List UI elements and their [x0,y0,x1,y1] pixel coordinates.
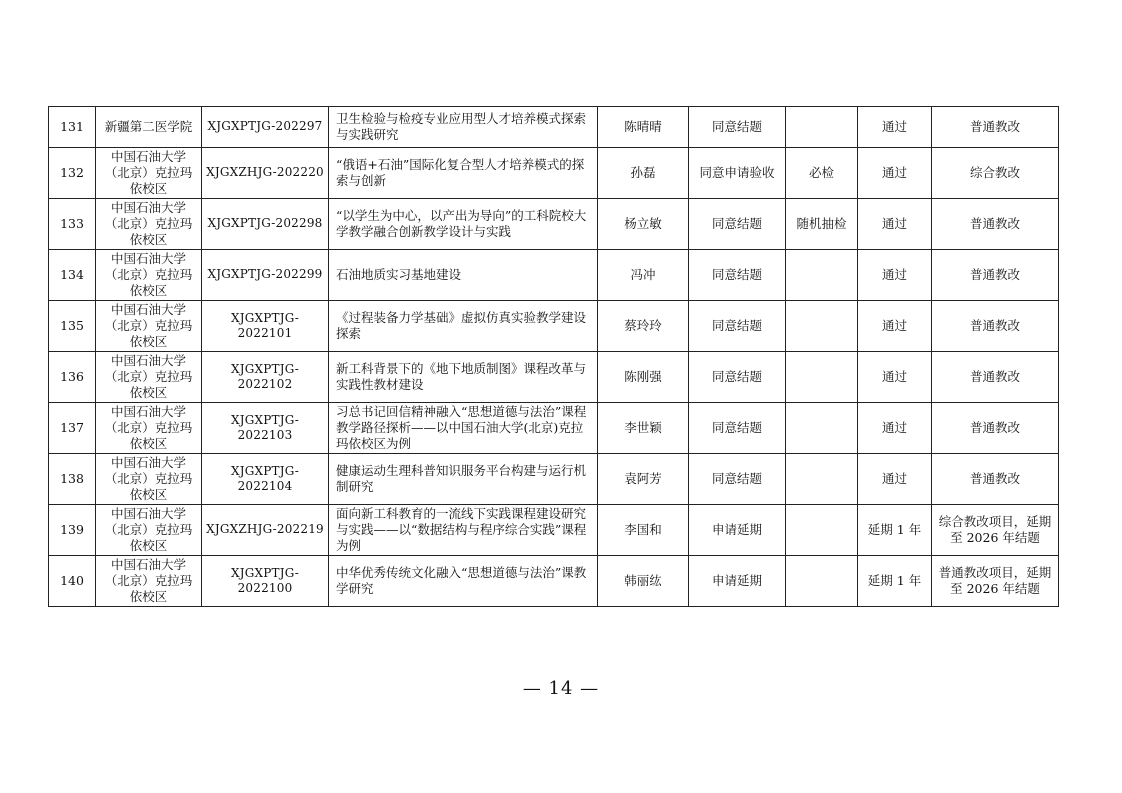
project-code-cell: XJGXPTJG-202298 [202,199,329,250]
leader-cell: 冯冲 [598,250,689,301]
row-number: 133 [49,199,96,250]
row-number: 131 [49,107,96,148]
project-code-cell: XJGXPTJG-2022100 [202,556,329,607]
leader-cell: 孙磊 [598,148,689,199]
opinion-cell: 申请延期 [689,556,786,607]
school-cell: 中国石油大学（北京）克拉玛依校区 [96,505,202,556]
school-cell: 中国石油大学（北京）克拉玛依校区 [96,352,202,403]
check-cell [786,556,858,607]
school-cell: 中国石油大学（北京）克拉玛依校区 [96,556,202,607]
project-code-cell: XJGXPTJG-2022104 [202,454,329,505]
check-cell: 随机抽检 [786,199,858,250]
row-number: 135 [49,301,96,352]
type-cell: 普通教改项目，延期至 2026 年结题 [932,556,1059,607]
row-number: 137 [49,403,96,454]
leader-cell: 李国和 [598,505,689,556]
table-row [49,556,1059,607]
project-title-cell: 石油地质实习基地建设 [329,250,598,301]
school-cell: 中国石油大学（北京）克拉玛依校区 [96,403,202,454]
school-cell: 中国石油大学（北京）克拉玛依校区 [96,301,202,352]
project-table-body [49,107,1059,607]
check-cell [786,403,858,454]
table-row [49,505,1059,556]
page-number: — 14 — [522,678,600,699]
table-row [49,107,1059,148]
project-code-cell: XJGXPTJG-202297 [202,107,329,148]
check-cell: 必检 [786,148,858,199]
result-cell: 延期 1 年 [858,505,932,556]
check-cell [786,505,858,556]
table-row [49,148,1059,199]
result-cell: 延期 1 年 [858,556,932,607]
result-cell: 通过 [858,352,932,403]
project-title-cell: “俄语+石油”国际化复合型人才培养模式的探索与创新 [329,148,598,199]
result-cell: 通过 [858,250,932,301]
table-row [49,250,1059,301]
row-number: 139 [49,505,96,556]
check-cell [786,301,858,352]
project-code-cell: XJGXPTJG-2022102 [202,352,329,403]
result-cell: 通过 [858,301,932,352]
project-title-cell: 面向新工科教育的一流线下实践课程建设研究与实践——以“数据结构与程序综合实践”课程为例 [329,505,598,556]
leader-cell: 陈刚强 [598,352,689,403]
result-cell: 通过 [858,454,932,505]
opinion-cell: 同意结题 [689,107,786,148]
type-cell: 综合教改 [932,148,1059,199]
project-code-cell: XJGXPTJG-202299 [202,250,329,301]
type-cell: 普通教改 [932,301,1059,352]
type-cell: 普通教改 [932,454,1059,505]
opinion-cell: 同意结题 [689,352,786,403]
leader-cell: 韩丽纮 [598,556,689,607]
result-cell: 通过 [858,148,932,199]
type-cell: 普通教改 [932,352,1059,403]
opinion-cell: 同意结题 [689,454,786,505]
project-title-cell: 《过程装备力学基础》虚拟仿真实验教学建设探索 [329,301,598,352]
opinion-cell: 同意结题 [689,301,786,352]
row-number: 132 [49,148,96,199]
row-number: 134 [49,250,96,301]
check-cell [786,454,858,505]
project-table [48,106,1059,607]
check-cell [786,250,858,301]
project-title-cell: 卫生检验与检疫专业应用型人才培养模式探索与实践研究 [329,107,598,148]
project-title-cell: 中华优秀传统文化融入“思想道德与法治”课教学研究 [329,556,598,607]
result-cell: 通过 [858,199,932,250]
table-row [49,352,1059,403]
type-cell: 普通教改 [932,199,1059,250]
school-cell: 新疆第二医学院 [96,107,202,148]
school-cell: 中国石油大学（北京）克拉玛依校区 [96,250,202,301]
result-cell: 通过 [858,107,932,148]
row-number: 138 [49,454,96,505]
table-row [49,199,1059,250]
leader-cell: 李世颖 [598,403,689,454]
leader-cell: 杨立敏 [598,199,689,250]
school-cell: 中国石油大学（北京）克拉玛依校区 [96,148,202,199]
result-cell: 通过 [858,403,932,454]
leader-cell: 蔡玲玲 [598,301,689,352]
type-cell: 普通教改 [932,250,1059,301]
type-cell: 普通教改 [932,403,1059,454]
project-code-cell: XJGXPTJG-2022101 [202,301,329,352]
project-title-cell: 健康运动生理科普知识服务平台构建与运行机制研究 [329,454,598,505]
project-title-cell: “以学生为中心，以产出为导向”的工科院校大学教学融合创新教学设计与实践 [329,199,598,250]
table-row [49,403,1059,454]
project-code-cell: XJGXZHJG-202219 [202,505,329,556]
school-cell: 中国石油大学（北京）克拉玛依校区 [96,199,202,250]
row-number: 136 [49,352,96,403]
leader-cell: 陈晴晴 [598,107,689,148]
opinion-cell: 同意结题 [689,250,786,301]
project-code-cell: XJGXZHJG-202220 [202,148,329,199]
opinion-cell: 同意结题 [689,403,786,454]
row-number: 140 [49,556,96,607]
opinion-cell: 申请延期 [689,505,786,556]
project-code-cell: XJGXPTJG-2022103 [202,403,329,454]
check-cell [786,107,858,148]
school-cell: 中国石油大学（北京）克拉玛依校区 [96,454,202,505]
leader-cell: 袁阿芳 [598,454,689,505]
opinion-cell: 同意结题 [689,199,786,250]
project-title-cell: 习总书记回信精神融入“思想道德与法治”课程教学路径探析——以中国石油大学(北京)克拉玛依校区为例 [329,403,598,454]
table-row [49,454,1059,505]
check-cell [786,352,858,403]
opinion-cell: 同意申请验收 [689,148,786,199]
type-cell: 综合教改项目，延期至 2026 年结题 [932,505,1059,556]
table-row [49,301,1059,352]
project-title-cell: 新工科背景下的《地下地质制图》课程改革与实践性教材建设 [329,352,598,403]
type-cell: 普通教改 [932,107,1059,148]
